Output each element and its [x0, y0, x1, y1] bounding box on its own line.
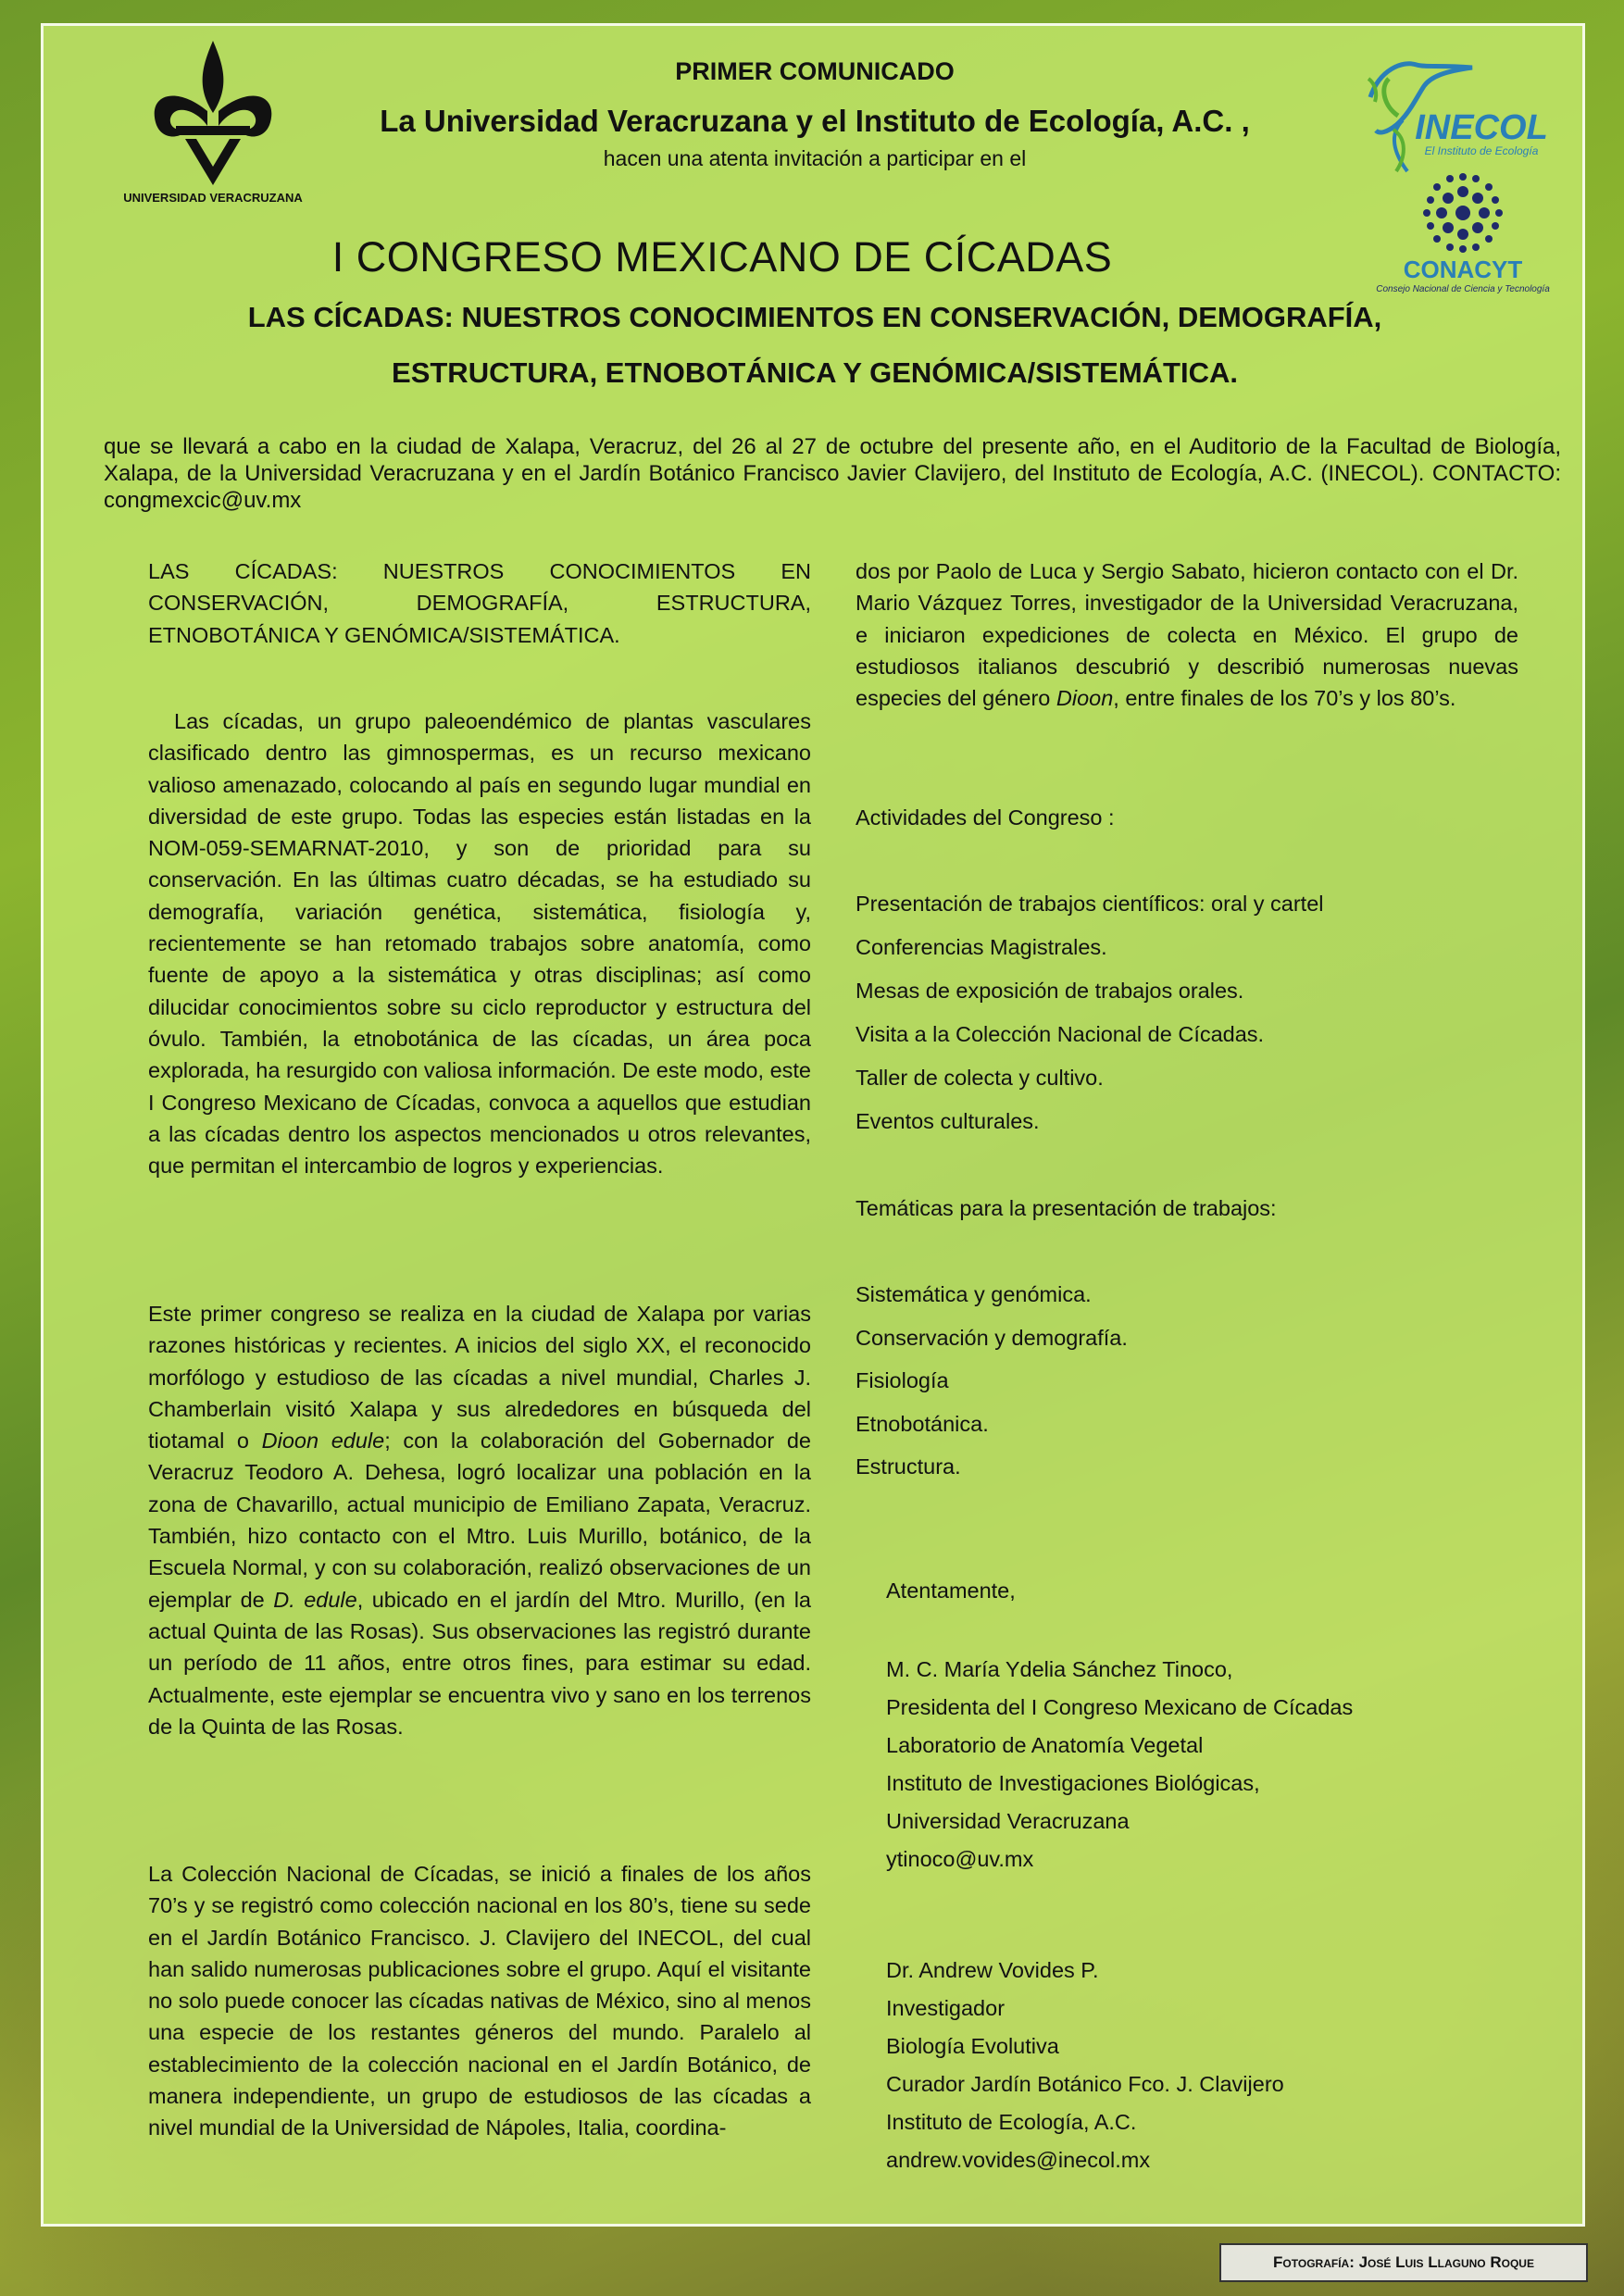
activity-item: Mesas de exposición de trabajos orales.: [856, 979, 1244, 1003]
signer-2-email: andrew.vovides@inecol.mx: [886, 2148, 1151, 2172]
left-paragraph-2: [148, 1298, 811, 1742]
right-continuation: [856, 555, 1518, 714]
signer-1-line: Laboratorio de Anatomía Vegetal: [886, 1733, 1204, 1757]
signature-block-1: [886, 1651, 1534, 1878]
signer-2-line: Biología Evolutiva: [886, 2034, 1059, 2058]
signer-2-line: Instituto de Ecología, A.C.: [886, 2110, 1137, 2134]
signature-block-2: [886, 1952, 1534, 2179]
congress-subtitle-line-2: ESTRUCTURA, ETNOBOTÁNICA Y GENÓMICA/SISTEMÁTICA.: [392, 356, 1238, 389]
topic-item: Conservación y demografía.: [856, 1325, 1128, 1350]
congress-subtitle-line-1: LAS CÍCADAS: NUESTROS CONOCIMIENTOS EN CONSERVACIÓN, DEMOGRAFÍA,: [247, 301, 1382, 333]
left-paragraph-1: Las cícadas, un grupo paleoendémico de plantas vasculares clasificado dentro las gimnospermas, es un recurso mexicano valioso amenazado, colocando al país en segundo lugar mundial en diversidad de este grupo. Todas las especies están listadas en la NOM-059-SEMARNAT-2010, y son de prioridad para su conservación. En las últimas cuatro décadas, se ha estudiado su demografía, variación genética, sistemática, fisiología y, recientemente se han retomado trabajos sobre anatomía, como fuente de apoyo a la sistemática y otras disciplinas; así como dilucidar conocimientos sobre su ciclo reproductor y estructura del óvulo. También, la etnobotánica de las cícadas, un área poca explorada, ha resurgido con valiosa información. De este modo, este I Congreso Mexicano de Cícadas, convoca a aquellos que estudian a las cícadas dentro los aspectos mencionados u otros relevantes, que permitan el intercambio de logros y experiencias.: [148, 709, 811, 1179]
signer-2-line: Curador Jardín Botánico Fco. J. Clavijero: [886, 2072, 1284, 2096]
event-details: que se llevará a cabo en la ciudad de Xalapa, Veracruz, del 26 al 27 de octubre del presente año, en el Auditorio de la Facultad de Biología, Xalapa, de la Universidad Veracruzana y en el Jardín Botánico Francisco Javier Clavijero, del Instituto de Ecología, A.C. (INECOL). CONTACTO: congmexcic@uv.mx: [104, 434, 1561, 513]
paragraph-2-text-a: Este primer congreso se realiza en la ciudad de Xalapa por varias razones históricas y recientes. A inicios del siglo XX, el reconocido morfólogo y estudioso de las cícadas a nivel mundial, Charles J. Chamberlain visitó Xalapa y sus alrededores en búsqueda del tiotamal o: [148, 1302, 811, 1454]
continuation-italic: Dioon: [1056, 686, 1114, 711]
conacyt-dots-icon: [1361, 171, 1565, 301]
conacyt-tagline: Consejo Nacional de Ciencia y Tecnología: [1376, 284, 1550, 294]
activities-list: [856, 888, 1518, 1149]
activities-title: Actividades del Congreso :: [856, 805, 1115, 830]
topic-item: Fisiología: [856, 1368, 949, 1392]
topic-item: Etnobotánica.: [856, 1411, 989, 1436]
signer-2-line: Dr. Andrew Vovides P.: [886, 1958, 1099, 1982]
photo-credit: Fotografía: José Luis Llaguno Roque: [1219, 2243, 1588, 2282]
signer-1-line: Presidenta del I Congreso Mexicano de Cícadas: [886, 1695, 1354, 1719]
paragraph-2-text-c: , ubicado en el jardín del Mtro. Murillo, (en la actual Quinta de las Rosas). Sus observaciones las registró durante un período de 11 años, entre otros fines, para estimar su edad. Actualmente, este ejemplar se encuentra vivo y sano en los terrenos de la Quinta de las Rosas.: [148, 1587, 811, 1739]
left-paragraph-3: La Colección Nacional de Cícadas, se inició a finales de los años 70’s y se registró como colección nacional en los 80’s, tiene su sede en el Jardín Botánico Francisco. J. Clavijero del INECOL, del cual han salido numerosas publicaciones sobre el grupo. Aquí el visitante no solo puede conocer las cícadas nativas de México, sino al menos una especie de los restantes géneros del mundo. Paralelo al establecimiento de la colección nacional en el Jardín Botánico, de manera independiente, un grupo de estudiosos de las cícadas a nivel mundial de la Universidad de Nápoles, Italia, coordina-: [148, 1862, 811, 2140]
announcement-label: PRIMER COMUNICADO: [675, 57, 955, 85]
paragraph-2-italic-2: D. edule: [273, 1587, 357, 1612]
continuation-text-b: , entre finales de los 70’s y los 80’s.: [1113, 686, 1456, 711]
uv-caption: UNIVERSIDAD VERACRUZANA: [123, 191, 303, 205]
congress-title: I CONGRESO MEXICANO DE CÍCADAS: [331, 233, 1113, 281]
topics-list: [856, 1279, 1518, 1494]
paragraph-2-italic-1: Dioon edule: [261, 1429, 385, 1454]
inecol-tagline: El Instituto de Ecología: [1424, 144, 1539, 157]
inecol-name: INECOL: [1415, 108, 1548, 147]
institutions-line: La Universidad Veracruzana y el Instituto de Ecología, A.C. ,: [380, 104, 1250, 138]
topic-item: Sistemática y genómica.: [856, 1282, 1092, 1306]
topic-item: Estructura.: [856, 1454, 961, 1479]
activity-item: Conferencias Magistrales.: [856, 935, 1107, 959]
signer-1-line: Instituto de Investigaciones Biológicas,: [886, 1771, 1260, 1795]
activity-item: Visita a la Colección Nacional de Cícadas.: [856, 1022, 1265, 1046]
paragraph-2-text-b: ; con la colaboración del Gobernador de Veracruz Teodoro A. Dehesa, logró localizar una población en la zona de Chavarillo, actual municipio de Emiliano Zapata, Veracruz. También, hizo contacto con el Mtro. Luis Murillo, botánico, de la Escuela Normal, y con su colaboración, realizó observaciones de un ejemplar de: [148, 1429, 811, 1612]
inecol-logo: [1352, 42, 1565, 190]
left-heading: LAS CÍCADAS: NUESTROS CONOCIMIENTOS EN CONSERVACIÓN, DEMOGRAFÍA, ESTRUCTURA, ETNOBOTÁNICA Y GENÓMICA/SISTEMÁTICA.: [148, 559, 811, 647]
signer-1-line: M. C. María Ydelia Sánchez Tinoco,: [886, 1657, 1233, 1681]
continuation-text-a: dos por Paolo de Luca y Sergio Sabato, hicieron contacto con el Dr. Mario Vázquez Torres, investigador de la Universidad Veracruzana, e iniciaron expediciones de colecta en México. El grupo de estudiosos italianos descubrió y describió numerosas nuevas especies del género: [856, 559, 1518, 711]
signer-1-email: ytinoco@uv.mx: [886, 1847, 1034, 1871]
invitation-line: hacen una atenta invitación a participar en el: [603, 146, 1027, 170]
activity-item: Eventos culturales.: [856, 1109, 1040, 1133]
topics-title: Temáticas para la presentación de trabajos:: [856, 1196, 1277, 1220]
hummingbird-icon: [1352, 42, 1565, 190]
conacyt-name: CONACYT: [1403, 256, 1523, 283]
activity-item: Taller de colecta y cultivo.: [856, 1066, 1104, 1090]
closing: Atentamente,: [886, 1578, 1016, 1603]
conacyt-logo: [1361, 171, 1565, 301]
signer-1-line: Universidad Veracruzana: [886, 1809, 1130, 1833]
activity-item: Presentación de trabajos científicos: oral y cartel: [856, 892, 1324, 916]
signer-2-line: Investigador: [886, 1996, 1006, 2020]
